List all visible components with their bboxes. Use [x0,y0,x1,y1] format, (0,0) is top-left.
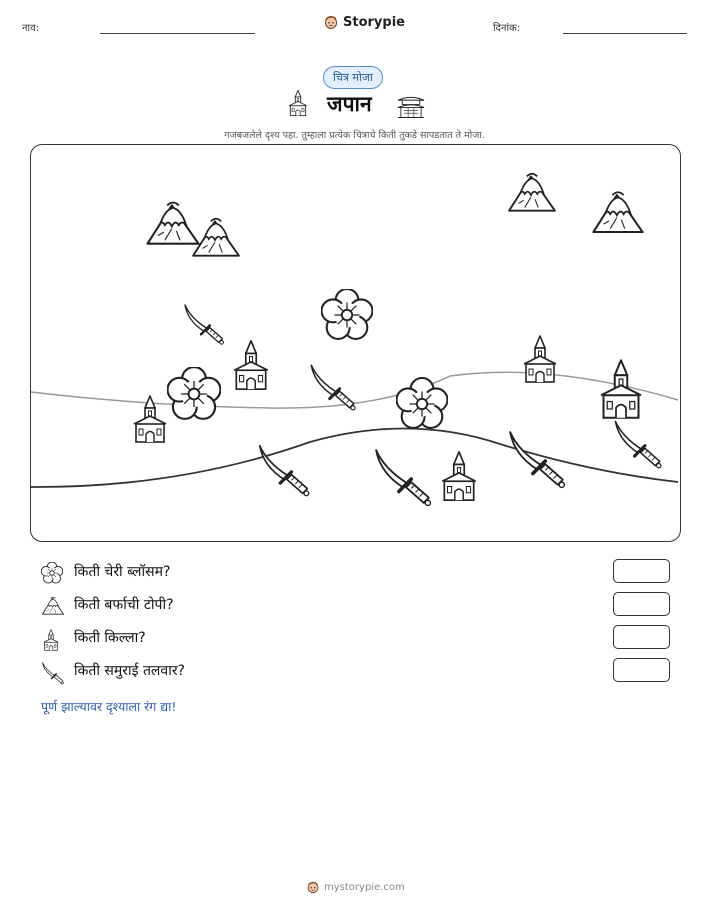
mountain-4 [593,192,642,232]
storypie-logo-icon [323,14,339,30]
castle-1 [234,341,268,389]
coloring-instruction: पूर्ण झाल्यावर दृश्याला रंग द्या! [41,699,177,714]
name-label: नाव: [22,23,40,34]
sword-3 [260,446,309,496]
back-hill-line [31,372,678,408]
sword-2 [311,365,355,410]
instructions: गजबजलेले दृश्य पहा. तुम्हाला प्रत्येक चित्राचे किती तुकडे सापडतात ते मोजा. [224,130,485,141]
sword-4 [376,450,430,505]
mountain-2 [193,219,239,256]
flower-2 [168,367,221,419]
date-label: दिनांक: [493,23,521,34]
question-1: किती चेरी ब्लॉसम? [74,564,171,580]
pagoda-icon [396,93,426,119]
flower-3 [397,378,448,428]
castle-icon [42,628,60,652]
sword-icon [41,661,65,685]
sword-1 [185,305,224,344]
answer-box-2[interactable] [613,592,670,616]
flower-1 [322,289,373,339]
scene-illustration [30,144,681,542]
page-title: जपान [327,92,372,116]
question-3: किती किल्ला? [74,630,146,646]
brand-name: Storypie [343,14,405,30]
mountain-3 [509,174,555,211]
activity-badge: चित्र मोजा [323,66,383,89]
answer-box-3[interactable] [613,625,670,649]
question-2: किती बर्फाची टोपी? [74,597,174,613]
castle-5 [442,452,476,500]
question-4: किती समुराई तलवार? [74,663,185,679]
front-hill-line [31,428,678,487]
sword-6 [615,421,661,467]
storypie-logo-icon [306,880,320,894]
mountain-icon [41,595,65,617]
castle-3 [524,336,556,382]
answer-box-1[interactable] [613,559,670,583]
mountain-1 [147,203,198,244]
date-field[interactable] [563,33,687,34]
flower-icon [41,562,63,584]
brand [323,14,405,30]
name-field[interactable] [100,33,255,34]
footer [306,880,405,894]
answer-box-4[interactable] [613,658,670,682]
church-icon [287,88,309,118]
footer-url[interactable]: mystorypie.com [324,881,405,893]
